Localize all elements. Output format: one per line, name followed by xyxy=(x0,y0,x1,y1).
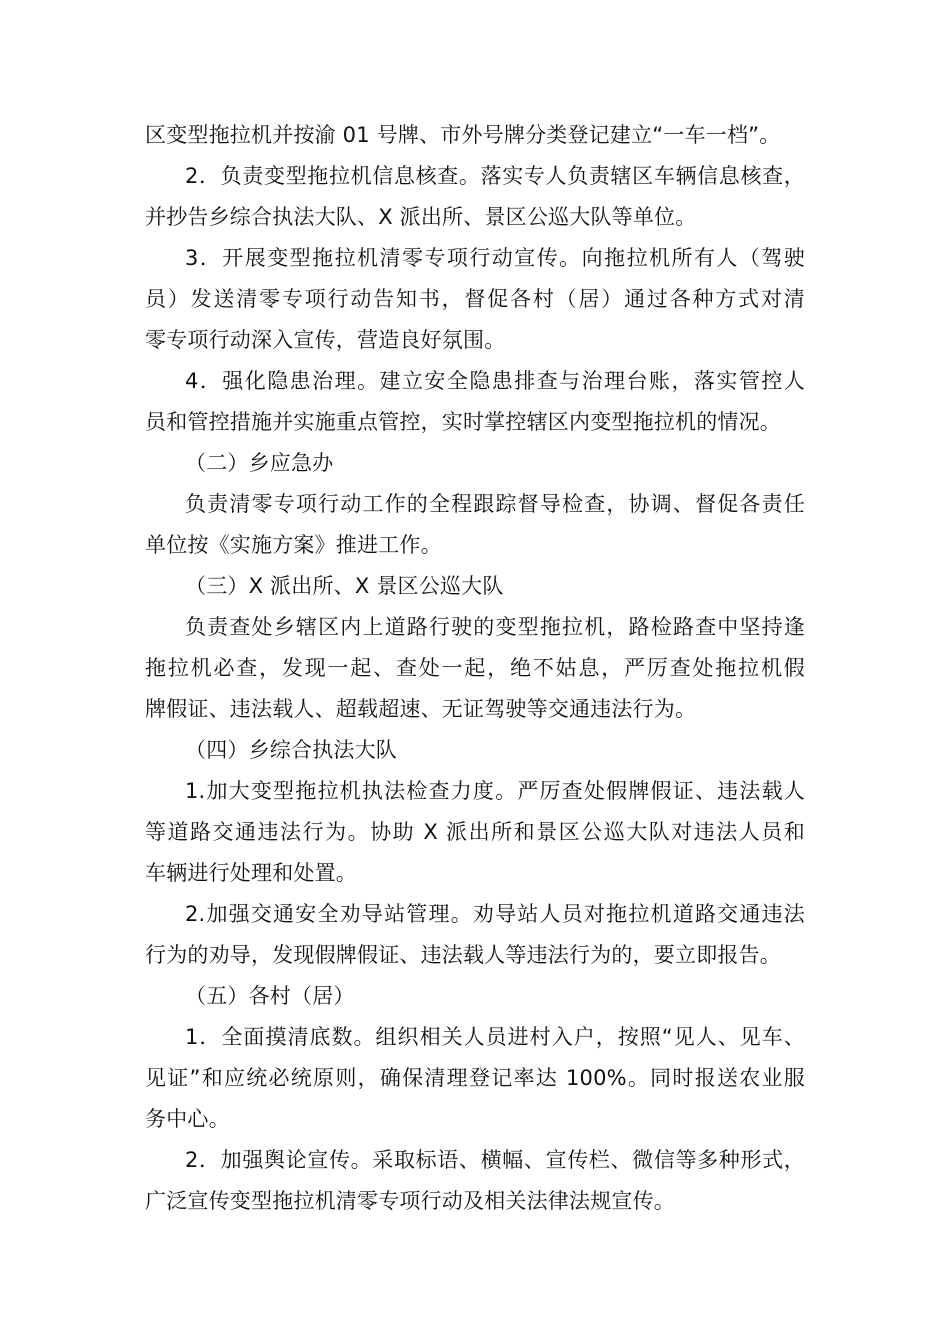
text-line: 2．负责变型拖拉机信息核查。落实专人负责辖区车辆信息核查， xyxy=(185,164,805,188)
text-line: 广泛宣传变型拖拉机清零专项行动及相关法律法规宣传。 xyxy=(145,1189,675,1213)
text-line: 4．强化隐患治理。建立安全隐患排查与治理台账，落实管控人 xyxy=(185,369,805,393)
text-line: （二）乡应急办 xyxy=(185,451,334,475)
text-line: 单位按《实施方案》推进工作。 xyxy=(145,533,442,557)
document-body xyxy=(145,115,805,1222)
text-line: 车辆进行处理和处置。 xyxy=(145,861,357,885)
text-line: 牌假证、违法载人、超载超速、无证驾驶等交通违法行为。 xyxy=(145,697,697,721)
text-line: 等道路交通违法行为。协助 X 派出所和景区公巡大队对违法人员和 xyxy=(145,820,805,844)
text-line: （三）X 派出所、X 景区公巡大队 xyxy=(185,574,504,598)
text-line: 1.加大变型拖拉机执法检查力度。严厉查处假牌假证、违法载人 xyxy=(185,779,805,803)
text-line: 区变型拖拉机并按渝 01 号牌、市外号牌分类登记建立“一车一档”。 xyxy=(145,123,781,147)
text-line: （四）乡综合执法大队 xyxy=(185,738,397,762)
text-line: 2．加强舆论宣传。采取标语、横幅、宣传栏、微信等多种形式， xyxy=(185,1148,805,1172)
text-line: 员和管控措施并实施重点管控，实时掌控辖区内变型拖拉机的情况。 xyxy=(145,410,781,434)
text-line: 行为的劝导，发现假牌假证、违法载人等违法行为的，要立即报告。 xyxy=(145,943,781,967)
text-line: 3．开展变型拖拉机清零专项行动宣传。向拖拉机所有人（驾驶 xyxy=(185,246,805,270)
text-line: 负责清零专项行动工作的全程跟踪督导检查，协调、督促各责任 xyxy=(185,492,805,516)
text-line: 拖拉机必查，发现一起、查处一起，绝不姑息，严厉查处拖拉机假 xyxy=(145,656,805,680)
text-line: 2.加强交通安全劝导站管理。劝导站人员对拖拉机道路交通违法 xyxy=(185,902,805,926)
text-line: （五）各村（居） xyxy=(185,984,355,1008)
text-line: 零专项行动深入宣传，营造良好氛围。 xyxy=(145,328,506,352)
text-line: 1．全面摸清底数。组织相关人员进村入户，按照“见人、见车、 xyxy=(185,1025,805,1049)
text-line: 员）发送清零专项行动告知书，督促各村（居）通过各种方式对清 xyxy=(145,287,805,311)
text-line: 并抄告乡综合执法大队、X 派出所、景区公巡大队等单位。 xyxy=(145,205,697,229)
text-line: 见证”和应统必统原则，确保清理登记率达 100%。同时报送农业服 xyxy=(145,1066,805,1090)
text-line: 务中心。 xyxy=(145,1107,230,1131)
text-line: 负责查处乡辖区内上道路行驶的变型拖拉机，路检路查中坚持逢 xyxy=(185,615,805,639)
